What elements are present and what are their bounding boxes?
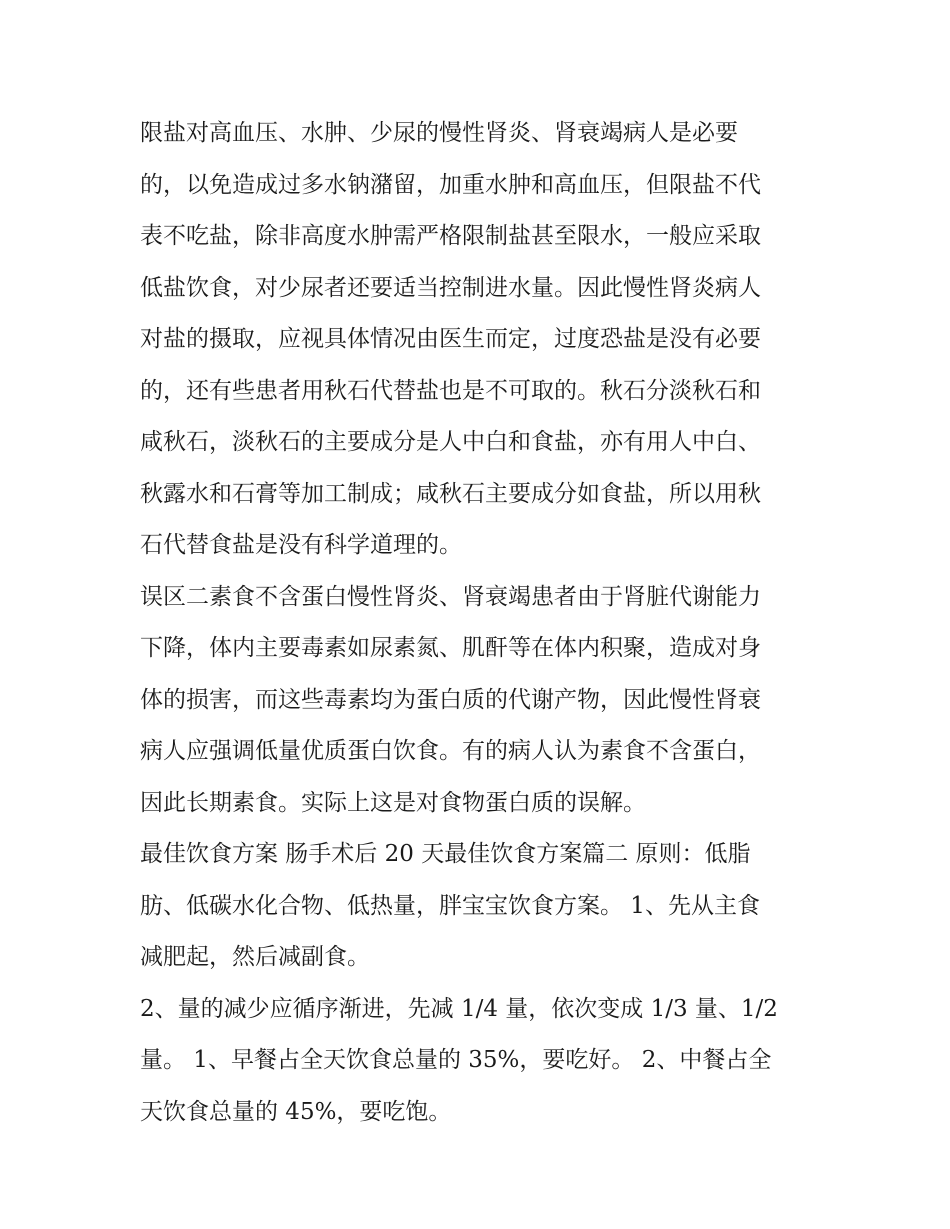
text-line: 秋露水和石膏等加工制成；咸秋石主要成分如食盐，所以用秋 bbox=[140, 480, 761, 507]
text-line: 最佳饮食方案 肠手术后 20 天最佳饮食方案篇二 原则：低脂 bbox=[140, 841, 751, 867]
text-line: 表不吃盐，除非高度水肿需严格限制盐甚至限水，一般应采取 bbox=[140, 223, 761, 249]
text-line: 下降，体内主要毒素如尿素氮、肌酐等在体内积聚，造成对身 bbox=[140, 635, 761, 661]
paragraph-salt-restriction bbox=[140, 108, 820, 572]
paragraph-vegetarian-protein bbox=[140, 572, 820, 830]
text-line: 低盐饮食，对少尿者还要适当控制进水量。因此慢性肾炎病人 bbox=[140, 274, 761, 301]
text-line: 对盐的摄取，应视具体情况由医生而定，过度恐盐是没有必要 bbox=[140, 326, 761, 352]
text-line: 病人应强调低量优质蛋白饮食。有的病人认为素食不含蛋白， bbox=[140, 738, 761, 764]
text-line: 误区二素食不含蛋白慢性肾炎、肾衰竭患者由于肾脏代谢能力 bbox=[140, 583, 761, 610]
text-line: 天饮食总量的 45%，要吃饱。 bbox=[140, 1098, 452, 1125]
text-line: 的，以免造成过多水钠潴留，加重水肿和高血压，但限盐不代 bbox=[140, 171, 761, 198]
document-page bbox=[140, 108, 820, 1138]
paragraph-diet-plan bbox=[140, 829, 820, 984]
text-line: 咸秋石，淡秋石的主要成分是人中白和食盐，亦有用人中白、 bbox=[140, 429, 761, 455]
paragraph-meal-portions bbox=[140, 984, 820, 1139]
text-line: 肪、低碳水化合物、低热量，胖宝宝饮食方案。 1、先从主食 bbox=[140, 892, 760, 919]
text-line: 体的损害，而这些毒素均为蛋白质的代谢产物，因此慢性肾衰 bbox=[140, 686, 761, 713]
text-line: 2、量的减少应循序渐进，先减 1/4 量，依次变成 1/3 量、1/2 bbox=[140, 995, 778, 1022]
text-line: 限盐对高血压、水肿、少尿的慢性肾炎、肾衰竭病人是必要 bbox=[140, 120, 738, 146]
text-line: 的，还有些患者用秋石代替盐也是不可取的。秋石分淡秋石和 bbox=[140, 377, 761, 404]
text-line: 减肥起，然后减副食。 bbox=[140, 944, 370, 970]
text-line: 因此长期素食。实际上这是对食物蛋白质的误解。 bbox=[140, 789, 646, 816]
text-line: 石代替食盐是没有科学道理的。 bbox=[140, 532, 462, 558]
text-line: 量。 1、早餐占全天饮食总量的 35%，要吃好。 2、中餐占全 bbox=[140, 1047, 772, 1073]
